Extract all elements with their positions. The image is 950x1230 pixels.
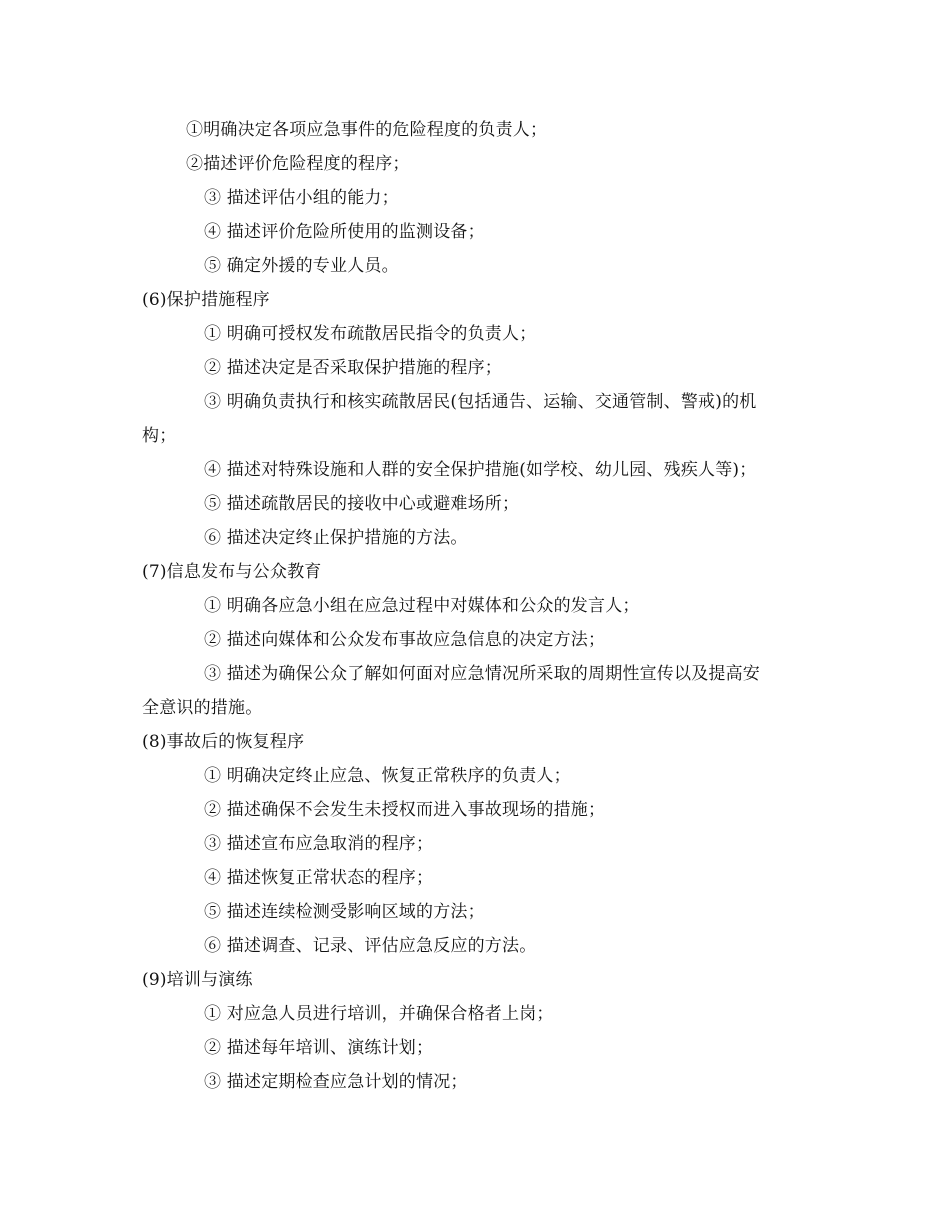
list-item: ③ 描述定期检查应急计划的情况； bbox=[204, 1072, 468, 1092]
list-item: ⑥ 描述调查、记录、评估应急反应的方法。 bbox=[204, 936, 537, 956]
list-item: ② 描述确保不会发生未授权而进入事故现场的措施； bbox=[204, 800, 606, 820]
section-heading: (6)保护措施程序 bbox=[142, 290, 270, 310]
section-heading: (9)培训与演练 bbox=[142, 970, 253, 990]
list-item: ④ 描述对特殊设施和人群的安全保护措施(如学校、幼儿园、残疾人等)； bbox=[204, 460, 757, 480]
list-item: ③ 描述宣布应急取消的程序； bbox=[204, 834, 434, 854]
list-item: ⑤ 确定外援的专业人员。 bbox=[204, 256, 399, 276]
list-item: ① 明确各应急小组在应急过程中对媒体和公众的发言人； bbox=[204, 596, 640, 616]
list-item: ② 描述向媒体和公众发布事故应急信息的决定方法； bbox=[204, 630, 606, 650]
list-item: ① 明确可授权发布疏散居民指令的负责人； bbox=[204, 324, 537, 344]
list-item: ② 描述决定是否采取保护措施的程序； bbox=[204, 358, 503, 378]
list-item: ① 明确决定终止应急、恢复正常秩序的负责人； bbox=[204, 766, 571, 786]
list-item: ③ 明确负责执行和核实疏散居民(包括通告、运输、交通管制、警戒)的机 bbox=[204, 392, 757, 412]
list-item: ④ 描述评价危险所使用的监测设备； bbox=[204, 222, 485, 242]
list-item-continuation: 构； bbox=[142, 426, 177, 446]
list-item: ① 对应急人员进行培训，并确保合格者上岗； bbox=[204, 1004, 554, 1024]
list-item: ⑥ 描述决定终止保护措施的方法。 bbox=[204, 528, 468, 548]
list-item: ③ 描述评估小组的能力； bbox=[204, 188, 399, 208]
list-item: ②描述评价危险程度的程序； bbox=[186, 154, 410, 174]
section-heading: (8)事故后的恢复程序 bbox=[142, 732, 305, 752]
list-item: ③ 描述为确保公众了解如何面对应急情况所采取的周期性宣传以及提高安 bbox=[204, 664, 761, 684]
list-item: ⑤ 描述疏散居民的接收中心或避难场所； bbox=[204, 494, 520, 514]
list-item: ④ 描述恢复正常状态的程序； bbox=[204, 868, 434, 888]
list-item: ⑤ 描述连续检测受影响区域的方法； bbox=[204, 902, 485, 922]
list-item: ①明确决定各项应急事件的危险程度的负责人； bbox=[186, 120, 548, 140]
section-heading: (7)信息发布与公众教育 bbox=[142, 562, 322, 582]
list-item-continuation: 全意识的措施。 bbox=[142, 698, 263, 718]
list-item: ② 描述每年培训、演练计划； bbox=[204, 1038, 434, 1058]
